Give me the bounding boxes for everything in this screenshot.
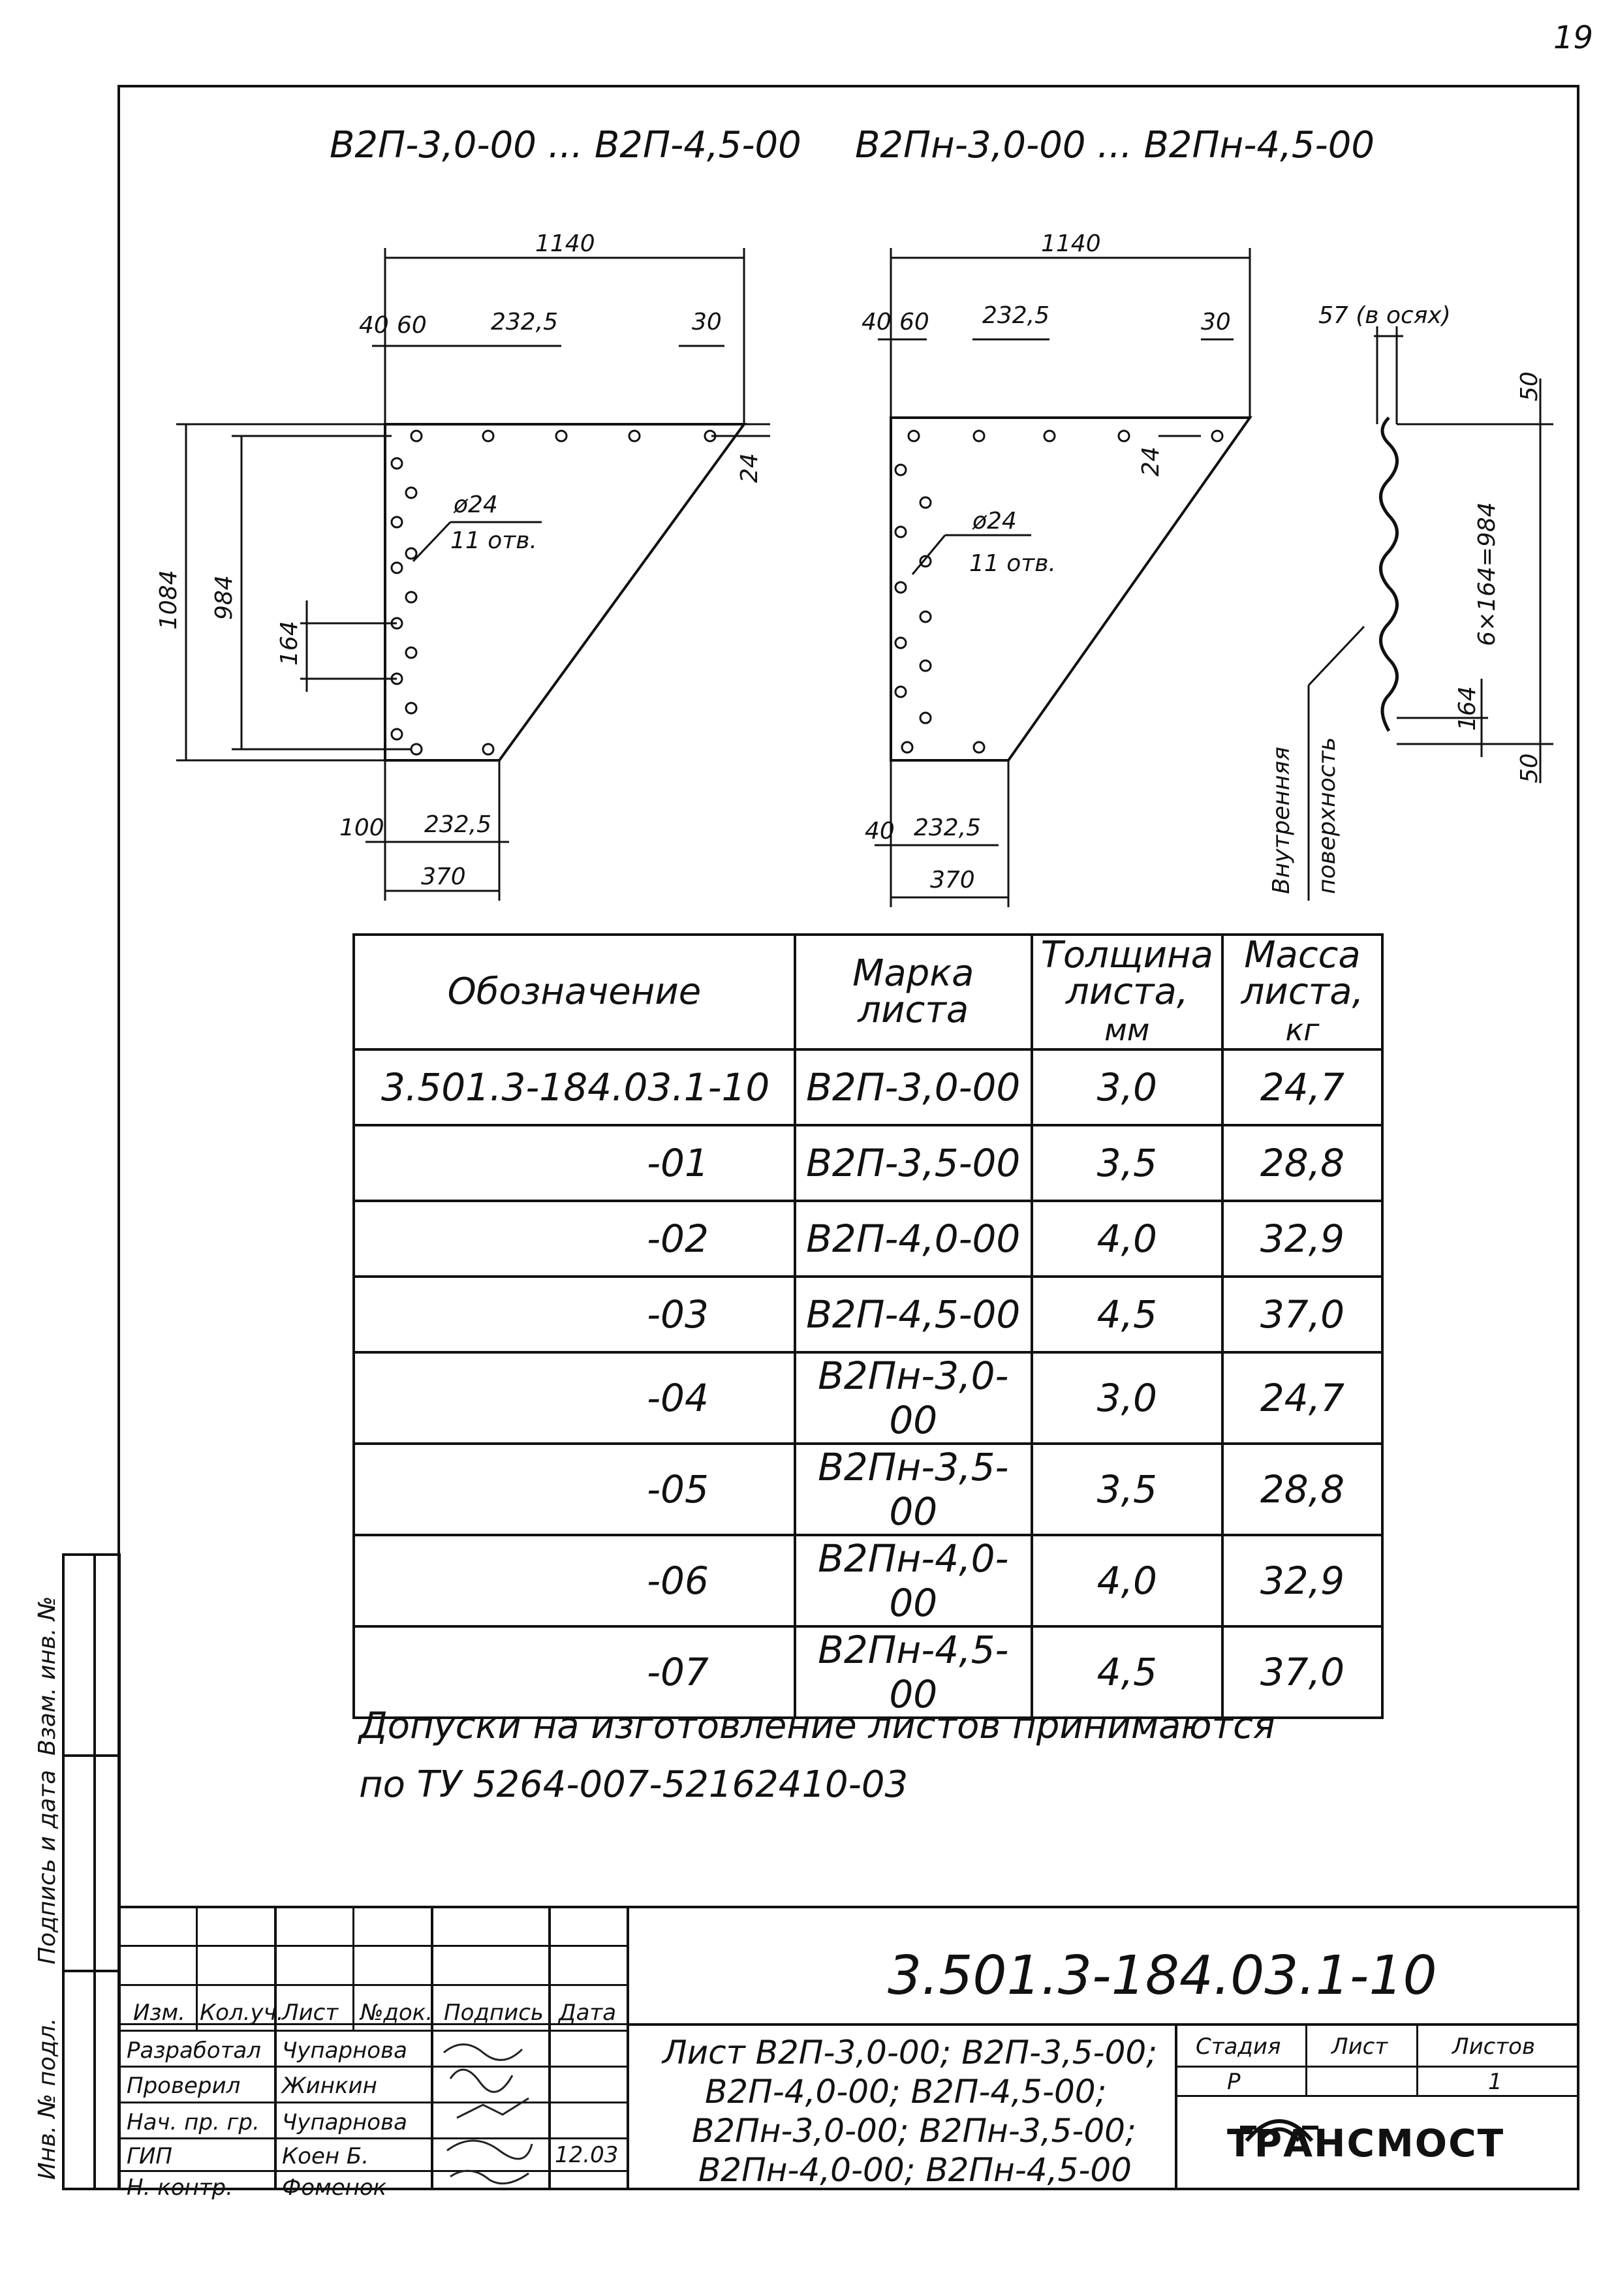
- dim-right-hole-diameter: ø24: [972, 508, 1017, 535]
- side-label-inv-replace: Взам. инв. №: [34, 1596, 61, 1756]
- cell-designation: -01: [354, 1125, 795, 1201]
- dim-right-overall-width: 1140: [1041, 230, 1101, 257]
- cell-mark: В2Пн-4,0-00: [795, 1535, 1032, 1626]
- tb-stage-label: Стадия: [1196, 2034, 1281, 2060]
- cell-mass: 32,9: [1222, 1535, 1382, 1626]
- spec-table: [352, 933, 1384, 1719]
- dim-left-height-total: 1084: [155, 570, 182, 630]
- tolerance-note: [359, 1697, 1275, 1814]
- tb-date-value: 12.03: [555, 2142, 619, 2168]
- dim-left-hole-diameter: ø24: [454, 491, 498, 518]
- dim-right-pitch: 232,5: [982, 302, 1050, 329]
- sheet-name-line-1: Лист В2П-3,0-00; В2П-3,5-00;: [662, 2034, 1158, 2071]
- header-right: В2Пн-3,0-00 ... В2Пн-4,5-00: [855, 124, 1375, 166]
- cell-mark: В2Пн-3,0-00: [795, 1352, 1032, 1444]
- dim-left-pitch: 232,5: [491, 309, 559, 335]
- cell-mass: 32,9: [1222, 1201, 1382, 1277]
- cell-thickness: 4,5: [1032, 1277, 1222, 1352]
- tb-col-list: Лист: [282, 2000, 339, 2026]
- header-designation: Обозначение: [354, 935, 795, 1049]
- cell-designation: -03: [354, 1277, 795, 1352]
- cell-thickness: 4,0: [1032, 1535, 1222, 1626]
- cell-mark: В2П-3,0-00: [795, 1049, 1032, 1125]
- dim-right-bottom-edge: 40: [865, 818, 895, 845]
- dim-profile-top-edge: 50: [1516, 371, 1543, 401]
- tb-col-date: Дата: [559, 2000, 617, 2026]
- cell-mark: В2П-4,5-00: [795, 1277, 1032, 1352]
- doc-code: 3.501.3-184.03.1-10: [888, 1945, 1437, 2007]
- table-row: [354, 1201, 1382, 1277]
- tb-col-ndok: №док.: [360, 2000, 433, 2026]
- tb-role-chief: ГИП: [127, 2143, 172, 2169]
- tb-name-norm: Фоменок: [282, 2175, 387, 2201]
- dim-right-hole-count: 11 отв.: [969, 550, 1056, 577]
- cell-mass: 37,0: [1222, 1626, 1382, 1718]
- cell-mark: В2П-4,0-00: [795, 1201, 1032, 1277]
- table-row: [354, 1352, 1382, 1444]
- cell-designation: -05: [354, 1444, 795, 1535]
- tb-role-head: Нач. пр. гр.: [127, 2109, 260, 2135]
- tb-sheets-label: Листов: [1452, 2034, 1536, 2060]
- tb-col-sign: Подпись: [444, 2000, 544, 2026]
- cell-thickness: 3,0: [1032, 1049, 1222, 1125]
- dim-left-first-hole: 60: [397, 312, 427, 339]
- table-row: [354, 1444, 1382, 1535]
- sheet-name-line-2: В2П-4,0-00; В2П-4,5-00;: [705, 2073, 1107, 2111]
- cell-thickness: 3,5: [1032, 1444, 1222, 1535]
- table-row: [354, 1535, 1382, 1626]
- dim-left-bottom-width: 370: [421, 863, 466, 890]
- dim-left-hole-count: 11 отв.: [450, 527, 537, 554]
- note-line-2: по ТУ 5264-007-52162410-03: [359, 1763, 909, 1806]
- side-label-inv-orig: Инв. № подл.: [34, 2017, 61, 2180]
- dim-left-vertical-pitch: 164: [276, 621, 303, 666]
- cell-mass: 24,7: [1222, 1049, 1382, 1125]
- profile-surface-label-2: поверхность: [1314, 737, 1341, 894]
- dim-right-bottom-width: 370: [930, 867, 975, 893]
- table-row: [354, 1277, 1382, 1352]
- tb-stage-value: Р: [1227, 2069, 1241, 2095]
- header-thickness: Толщина листа, мм: [1032, 935, 1222, 1049]
- dim-left-height-holes: 984: [211, 575, 238, 620]
- sheet-name-line-4: В2Пн-4,0-00; В2Пн-4,5-00: [698, 2151, 1132, 2189]
- dim-right-first-hole: 60: [899, 309, 929, 335]
- cell-thickness: 4,5: [1032, 1626, 1222, 1718]
- dim-right-edge: 40: [862, 309, 892, 335]
- dim-left-overall-width: 1140: [535, 230, 595, 257]
- tb-col-izm: Изм.: [133, 2000, 185, 2026]
- left-sheet-outline: [385, 424, 744, 760]
- tb-sheet-label: Лист: [1331, 2034, 1388, 2060]
- cell-designation: 3.501.3-184.03.1-10: [354, 1049, 795, 1125]
- cell-mass: 28,8: [1222, 1444, 1382, 1535]
- cell-mass: 28,8: [1222, 1125, 1382, 1201]
- cell-mass: 24,7: [1222, 1352, 1382, 1444]
- dim-left-right-edge: 30: [692, 309, 722, 335]
- page-number: 19: [1553, 20, 1594, 56]
- dim-left-edge: 40: [359, 312, 389, 339]
- dim-profile-bottom-edge: 50: [1516, 753, 1543, 783]
- dim-left-bottom-edge: 100: [339, 814, 384, 841]
- tb-name-developed: Чупарнова: [282, 2038, 407, 2064]
- right-holes: [895, 431, 1222, 752]
- dim-profile-pitch-single: 164: [1454, 686, 1481, 731]
- dim-left-bottom-pitch: 232,5: [424, 811, 492, 838]
- dim-profile-pitch-axes: 57 (в осях): [1318, 302, 1451, 329]
- corrugation-profile: [1381, 418, 1397, 731]
- cell-thickness: 3,5: [1032, 1125, 1222, 1201]
- table-row: [354, 1125, 1382, 1201]
- cell-mass: 37,0: [1222, 1277, 1382, 1352]
- side-label-sign-date: Подпись и дата: [34, 1769, 61, 1964]
- profile-surface-label-1: Внутренняя: [1268, 747, 1295, 894]
- tb-role-checked: Проверил: [127, 2073, 241, 2099]
- header-left: В2П-3,0-00 ... В2П-4,5-00: [330, 124, 801, 166]
- dim-right-top-edge: 24: [1138, 446, 1164, 476]
- cell-mark: В2П-3,5-00: [795, 1125, 1032, 1201]
- cell-thickness: 4,0: [1032, 1201, 1222, 1277]
- tb-role-norm: Н. контр.: [127, 2175, 233, 2201]
- cell-mark: В2Пн-4,5-00: [795, 1626, 1032, 1718]
- header-mass: Масса листа, кг: [1222, 935, 1382, 1049]
- signature-scribbles: [437, 2033, 545, 2186]
- tb-name-head: Чупарнова: [282, 2109, 407, 2135]
- cell-designation: -07: [354, 1626, 795, 1718]
- dim-left-top-edge: 24: [736, 453, 763, 483]
- dim-right-right-edge: 30: [1201, 309, 1231, 335]
- organization-logo: ТРАНСМОСТ: [1227, 2121, 1505, 2165]
- side-stamp-grid: [62, 1553, 121, 2190]
- dim-profile-pitch-total: 6×164=984: [1474, 502, 1500, 646]
- note-line-1: Допуски на изготовление листов принимаются: [359, 1705, 1275, 1747]
- table-header-row: [354, 935, 1382, 1049]
- tb-name-chief: Коен Б.: [282, 2143, 369, 2169]
- tb-col-kol: Кол.уч.: [200, 2000, 284, 2026]
- header-mark: Марка листа: [795, 935, 1032, 1049]
- tb-name-checked: Жинкин: [282, 2073, 377, 2099]
- sheet-name-line-3: В2Пн-3,0-00; В2Пн-3,5-00;: [692, 2112, 1136, 2150]
- cell-designation: -06: [354, 1535, 795, 1626]
- dim-right-bottom-pitch: 232,5: [914, 814, 982, 841]
- title-block: [117, 1906, 1579, 2201]
- tb-role-developed: Разработал: [127, 2038, 261, 2064]
- cell-mark: В2Пн-3,5-00: [795, 1444, 1032, 1535]
- tb-sheets-value: 1: [1488, 2069, 1502, 2095]
- cell-designation: -04: [354, 1352, 795, 1444]
- cell-designation: -02: [354, 1201, 795, 1277]
- right-sheet-outline: [891, 418, 1250, 760]
- left-holes: [392, 431, 715, 754]
- cell-thickness: 3,0: [1032, 1352, 1222, 1444]
- table-row: [354, 1049, 1382, 1125]
